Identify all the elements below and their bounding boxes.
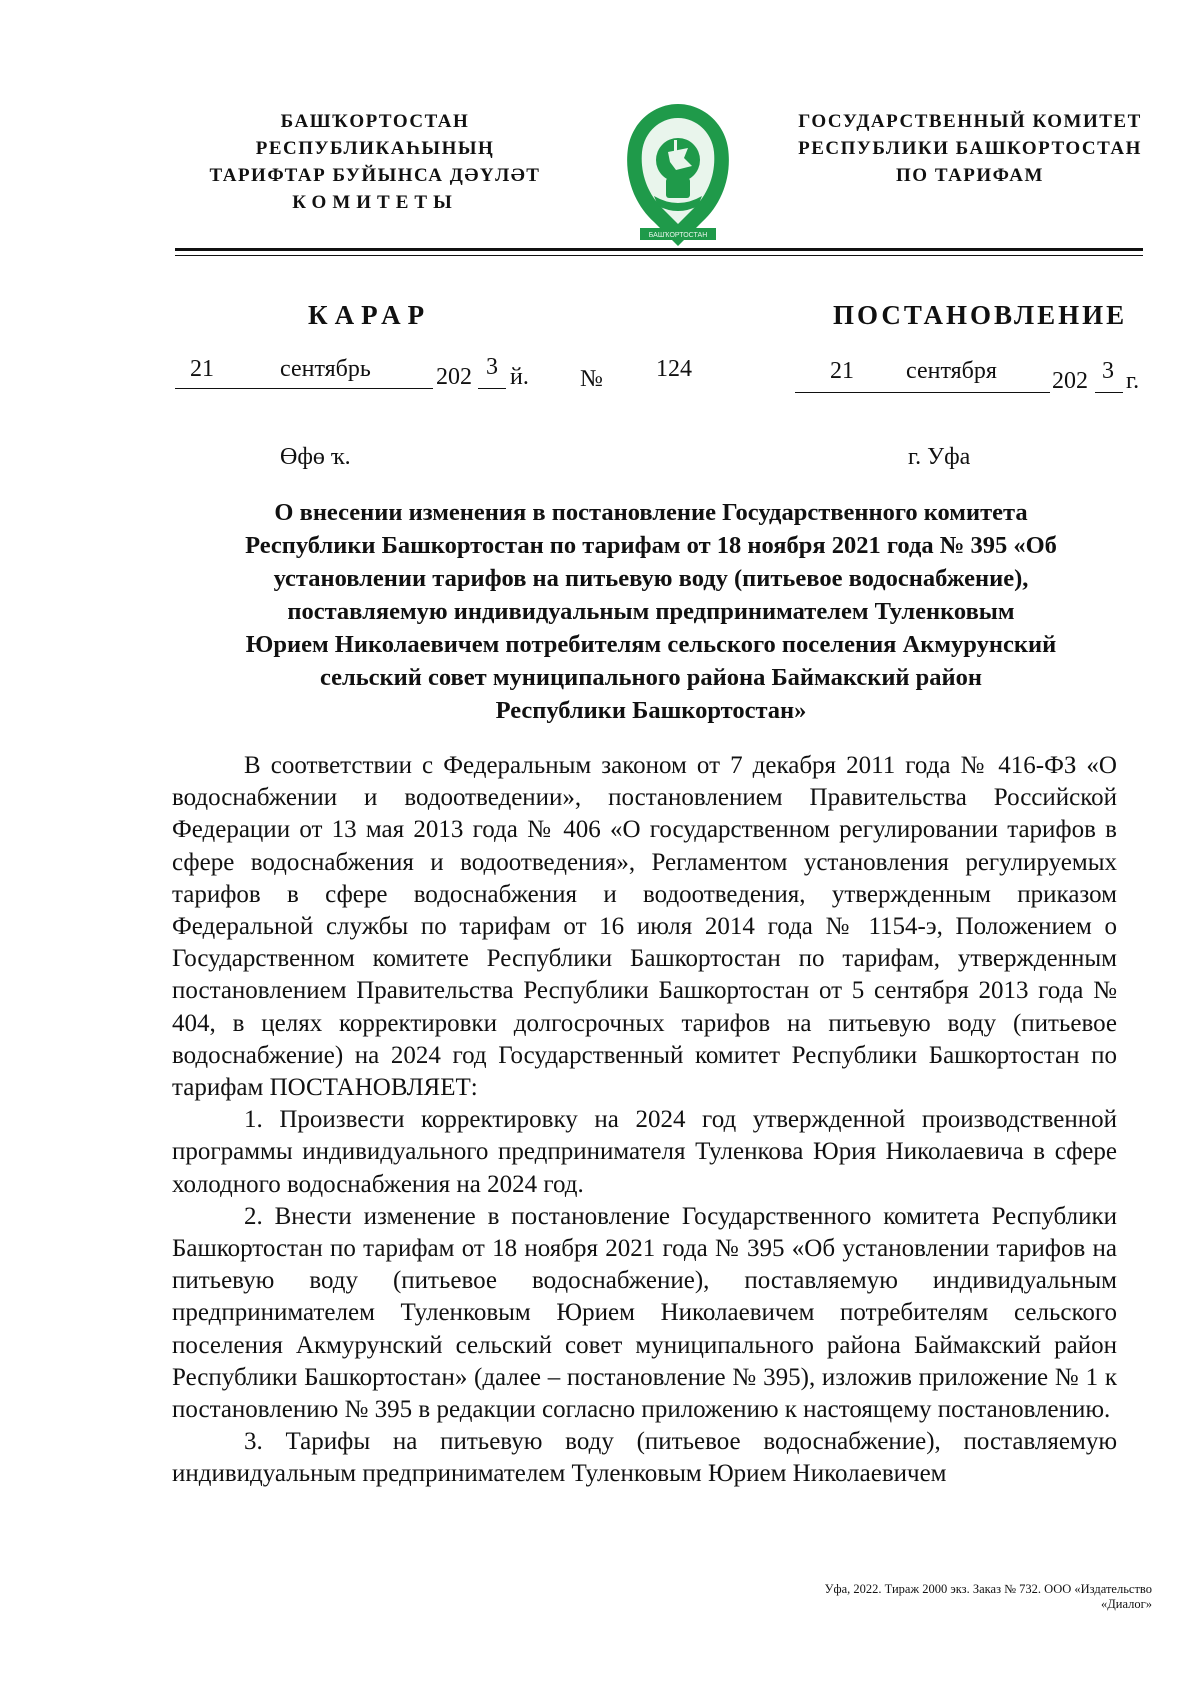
date-right-year-underline bbox=[1095, 392, 1123, 393]
header-right-line-1: ГОСУДАРСТВЕННЫЙ КОМИТЕТ bbox=[798, 111, 1142, 132]
date-left-suffix: й. bbox=[510, 364, 529, 390]
body-paragraph-preamble: В соответствии с Федеральным законом от 7 декабря 2011 года № 416-ФЗ «О водоснабжении и водоотведении», постановлением Правительства Российской Федерации от 13 мая 2013 года № 406 «О государственном регулировании тарифов в сфере водоснабжения и водоотведения», Регламентом установления регулируемых тарифов в сфере водоснабжения и водоотведения, утвержденным приказом Федеральной службы по тарифам от 16 июля 2014 года № 1154-э, Положением о Государственном комитете Республики Башкортостан по тарифам, утвержденным постановлением Правительства Республики Башкортостан от 5 сентября 2013 года № 404, в целях корректировки долгосрочных тарифов на питьевую воду (питьевое водоснабжение) на 2024 год Государственный комитет Республики Башкортостан по тарифам ПОСТАНОВЛЯЕТ: bbox=[172, 752, 1117, 1102]
subject-line: О внесении изменения в постановление Государственного комитета bbox=[274, 499, 1028, 526]
header-left-bashkir bbox=[170, 108, 580, 216]
body-paragraph-3: 3. Тарифы на питьевую воду (питьевое водоснабжение), поставляемую индивидуальным предпринимателем Туленковым Юрием Николаевичем bbox=[172, 1428, 1117, 1488]
document-subject bbox=[170, 496, 1132, 727]
header-left-line-2: ТАРИФТАР БУЙЫНСА ДӘҮЛӘТ bbox=[209, 165, 541, 186]
header-divider-thick bbox=[175, 248, 1143, 251]
date-right-month: сентября bbox=[906, 358, 997, 384]
subject-line: установлении тарифов на питьевую воду (питьевое водоснабжение), bbox=[273, 565, 1029, 592]
body-paragraph-1: 1. Произвести корректировку на 2024 год утвержденной производственной программы индивидуального предпринимателя Туленкова Юрия Николаевича в сфере холодного водоснабжения на 2024 год. bbox=[172, 1106, 1117, 1198]
date-left-year-prefix: 202 bbox=[436, 364, 472, 390]
date-right-suffix: г. bbox=[1126, 368, 1140, 394]
place-left: Өфө ҡ. bbox=[280, 444, 351, 470]
header-right-russian bbox=[785, 108, 1155, 189]
date-right-year-prefix: 202 bbox=[1052, 368, 1088, 394]
date-right-year-digit: 3 bbox=[1102, 358, 1114, 384]
number-sign: № bbox=[580, 366, 603, 392]
subject-line: Республики Башкортостан по тарифам от 18 ноября 2021 года № 395 «Об bbox=[245, 532, 1057, 559]
date-left-underline bbox=[175, 388, 433, 389]
header-divider-thin bbox=[175, 255, 1143, 256]
date-right-underline bbox=[795, 392, 1050, 393]
title-postanovlenie: ПОСТАНОВЛЕНИЕ bbox=[833, 300, 1128, 330]
title-karar: КАРАР bbox=[308, 300, 432, 330]
body-paragraph-2: 2. Внести изменение в постановление Государственного комитета Республики Башкортостан по тарифам от 18 ноября 2021 года № 395 «Об установлении тарифов на питьевую воду (питьевое водоснабжение), поставляемую индивидуальным предпринимателем Туленковым Юрием Николаевичем потребителям сельского поселения Акмурунский сельский совет муниципального района Баймакский район Республики Башкортостан» (далее – постановление № 395), изложив приложение № 1 к постановлению № 395 в редакции согласно приложению к настоящему постановлению. bbox=[172, 1202, 1117, 1424]
print-footer: Уфа, 2022. Тираж 2000 экз. Заказ № 732. ООО «Издательство «Диалог» bbox=[824, 1582, 1152, 1611]
subject-line: Юрием Николаевичем потребителям сельского поселения Акмурунский bbox=[245, 631, 1057, 658]
subject-line: поставляемую индивидуальным предпринимателем Туленковым bbox=[287, 598, 1015, 625]
emblem-ribbon-text: БАШҠОРТОСТАН bbox=[648, 232, 708, 239]
document-body bbox=[172, 750, 1117, 1491]
date-left-year-digit: 3 bbox=[486, 354, 498, 380]
date-left-month: сентябрь bbox=[280, 356, 371, 382]
header-right-line-2: РЕСПУБЛИКИ БАШКОРТОСТАН bbox=[798, 138, 1142, 159]
header-right-line-3: ПО ТАРИФАМ bbox=[896, 165, 1044, 186]
date-left-year-underline bbox=[478, 388, 506, 389]
place-right: г. Уфа bbox=[908, 444, 971, 470]
date-left-day: 21 bbox=[190, 356, 214, 382]
header-left-line-1: БАШҠОРТОСТАН РЕСПУБЛИКАҺЫНЫҢ bbox=[255, 111, 495, 159]
coat-of-arms-emblem bbox=[614, 100, 742, 250]
subject-line: Республики Башкортостан» bbox=[495, 697, 807, 724]
subject-line: сельский совет муниципального района Баймакский район bbox=[319, 664, 983, 691]
header-left-line-3: КОМИТЕТЫ bbox=[292, 192, 458, 213]
number-value: 124 bbox=[656, 356, 692, 382]
date-right-day: 21 bbox=[830, 358, 854, 384]
